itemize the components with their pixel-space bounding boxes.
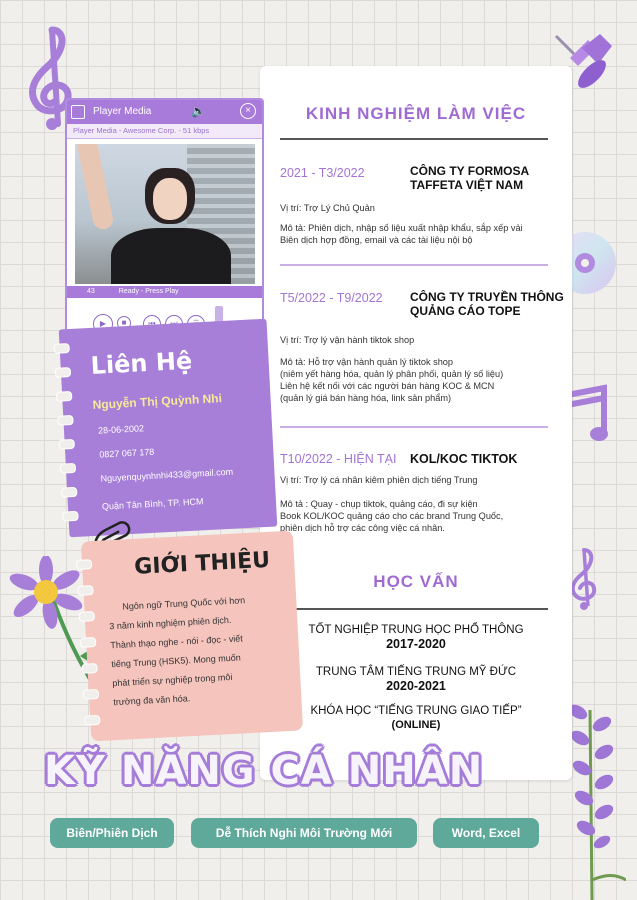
contact-name: Nguyễn Thị Quỳnh Nhi — [92, 391, 223, 412]
job-date: T10/2022 - HIỆN TẠI — [280, 452, 397, 466]
previous-icon[interactable]: ⏮ — [143, 315, 161, 333]
job-description: Mô tả: Phiên dịch, nhập số liệu xuất nhập khẩu, sắp xếp vải Biên dịch hợp đồng, email và các tài liệu nội bộ — [280, 223, 523, 245]
window-icon — [71, 105, 85, 119]
intro-title: GIỚI THIỆU — [133, 547, 271, 580]
skill-badge: Dễ Thích Nghi Môi Trường Mới — [191, 818, 417, 848]
divider — [280, 426, 548, 428]
job-description: Mô tả : Quay - chụp tiktok, quảng cáo, đi sự kiện Book KOL/KOC quảng cáo cho các brand Trung Quốc, phiên dịch hỗ trợ các công việc cá nhân. — [280, 499, 504, 533]
contact-card — [59, 319, 278, 538]
media-player-frame — [65, 98, 264, 344]
intro-card — [81, 531, 303, 742]
player-counter: 43 — [87, 288, 95, 295]
stop-icon[interactable]: ■ — [117, 316, 131, 330]
player-title: Player Media — [93, 106, 152, 117]
intro-text: Ngôn ngữ Trung Quốc với hơn 3 năm kinh nghiệm phiên dịch. Thành thạo nghe - nói - đọc - viết tiếng Trung (HSK5). Mong muốn phát triển sự nghiệp trong môi trường đa văn hóa. — [109, 595, 246, 708]
player-title-bar — [67, 100, 262, 124]
resume-main-card — [260, 66, 572, 780]
player-status: Ready - Press Play — [118, 288, 179, 295]
contact-title: Liên Hệ — [89, 346, 193, 380]
contact-birthday: 28-06-2002 — [97, 423, 145, 436]
job-date: 2021 - T3/2022 — [280, 166, 365, 180]
education-item: TỐT NGHIỆP TRUNG HỌC PHỔ THÔNG 2017-2020 — [308, 624, 524, 651]
volume-icon[interactable]: 🔈 — [191, 104, 206, 118]
divider — [280, 264, 548, 266]
job-date: T5/2022 - T9/2022 — [280, 291, 383, 305]
job-position: Vị trí: Trợ lý cá nhân kiêm phiên dịch tiếng Trung — [280, 475, 478, 485]
job-position: Vị trí: Trợ Lý Chủ Quản — [280, 203, 375, 213]
job-company: CÔNG TY FORMOSA TAFFETA VIỆT NAM — [410, 164, 530, 192]
player-status-bar — [67, 286, 262, 298]
education-item: KHÓA HỌC “TIẾNG TRUNG GIAO TIẾP” (ONLINE) — [310, 705, 522, 731]
close-icon[interactable]: × — [240, 103, 256, 119]
education-item: TRUNG TÂM TIẾNG TRUNG MỸ ĐỨC 2020-2021 — [315, 666, 517, 693]
job-description: Mô tả: Hỗ trợ vận hành quản lý tiktok shop (niêm yết hàng hóa, quản lý phân phối, quản lý số liệu) Liên hệ kết nối với các người bán hàng KOC & MCN (quản lý giá bán hàng hóa, link sản phẩm) — [280, 357, 504, 403]
skill-badge: Word, Excel — [433, 818, 539, 848]
education-title: HỌC VẤN — [373, 572, 459, 591]
player-subtitle: Player Media - Awesome Corp. - 51 kbps — [67, 124, 262, 139]
divider — [280, 608, 548, 610]
contact-phone: 0827 067 178 — [99, 446, 155, 460]
play-icon[interactable]: ▶ — [93, 314, 113, 334]
experience-title: KINH NGHIỆM LÀM VIỆC — [305, 104, 527, 123]
skill-badge: Biên/Phiên Dịch — [50, 818, 174, 848]
contact-email: Nguyenquynhnhi433@gmail.com — [100, 466, 234, 484]
divider — [280, 138, 548, 140]
job-position: Vị trí: Trợ lý vận hành tiktok shop — [280, 335, 415, 345]
job-company: CÔNG TY TRUYỀN THÔNG QUẢNG CÁO TOPE — [410, 290, 564, 318]
job-company: KOL/KOC TIKTOK — [410, 452, 518, 466]
profile-photo — [75, 144, 255, 284]
skills-title: KỸ NĂNG CÁ NHÂN — [44, 748, 484, 794]
contact-address: Quận Tân Bình, TP. HCM — [101, 496, 204, 512]
